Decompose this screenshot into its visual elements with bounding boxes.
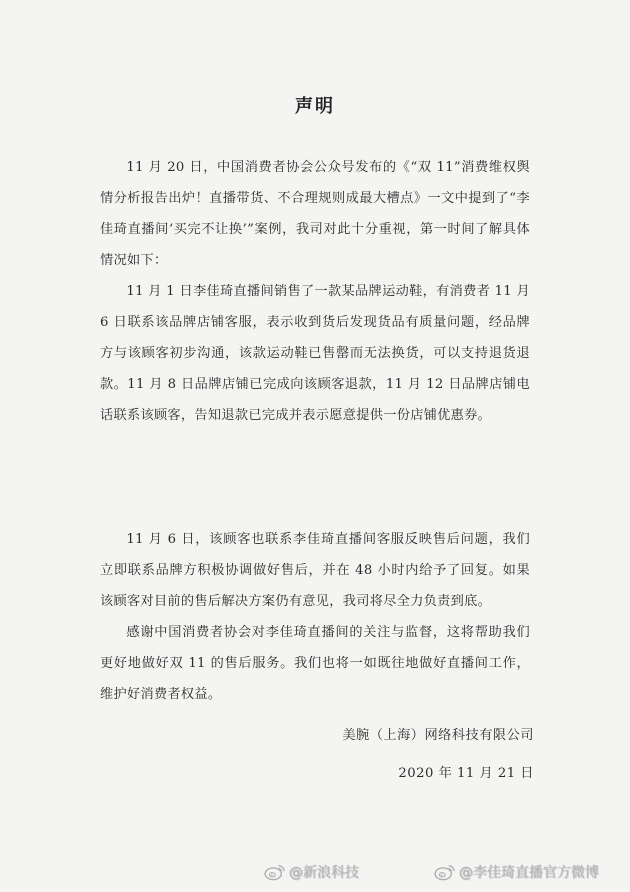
- weibo-icon: [434, 863, 456, 881]
- paragraph-4: 感谢中国消费者协会对李佳琦直播间的关注与监督，这将帮助我们更好地做好双 11 的售后服务。我们也将一如既往地做好直播间工作，维护好消费者权益。: [100, 625, 530, 702]
- watermark-bar: [0, 858, 630, 886]
- paragraph-2: 11 月 1 日李佳琦直播间销售了一款某品牌运动鞋，有消费者 11 月 6 日联系该品牌店铺客服，表示收到货后发现货品有质量问题，经品牌方与该顾客初步沟通，该款运动鞋已售罄而无法换货，可以支持退货退款。11 月 8 日品牌店铺已完成向该顾客退款，11 月 12 日品牌店铺电话联系该顾客，告知退款已完成并表示愿意提供一份店铺优惠券。: [100, 284, 530, 423]
- signature-company: 美腕（上海）网络科技有限公司: [342, 728, 534, 743]
- weibo-icon: [264, 863, 286, 881]
- watermark-li-jiaqi: [434, 862, 599, 882]
- watermark-right-text: @李佳琦直播官方微博: [459, 865, 599, 881]
- paragraph-3: 11 月 6 日，该顾客也联系李佳琦直播间客服反映售后问题，我们立即联系品牌方积极协调做好售后，并在 48 小时内给予了回复。如果该顾客对目前的售后解决方案仍有意见，我司将尽全力负责到底。: [100, 532, 530, 609]
- watermark-sina-tech: [264, 862, 359, 882]
- paragraph-1: 11 月 20 日，中国消费者协会公众号发布的《“双 11”消费维权舆情分析报告出炉！直播带货、不合理规则成最大槽点》一文中提到了“李佳琦直播间‘买完不让换’”案例，我司对此十分重视，第一时间了解具体情况如下：: [100, 160, 530, 268]
- watermark-left-text: @新浪科技: [289, 865, 359, 881]
- document-title: 声明: [295, 96, 335, 117]
- signature-date: 2020 年 11 月 21 日: [398, 766, 534, 781]
